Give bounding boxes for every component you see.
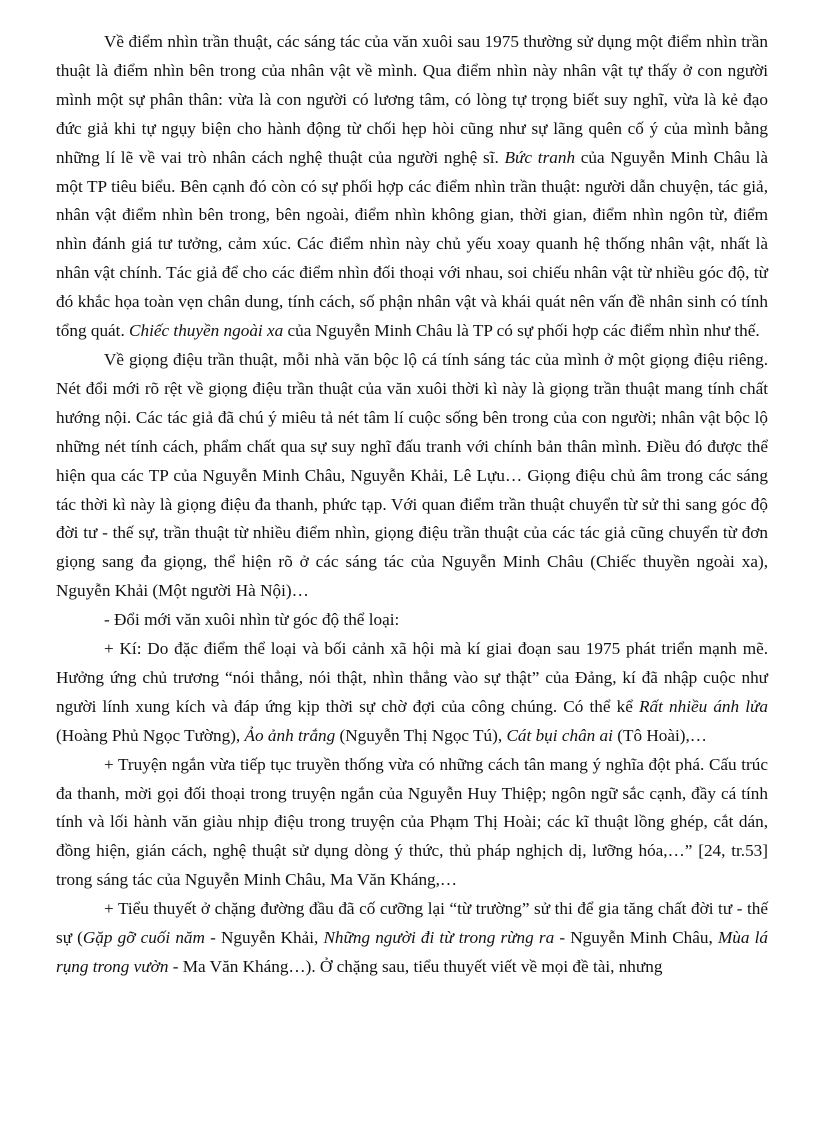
work-title-italic: Những người đi từ trong rừng ra <box>323 928 555 948</box>
paragraph-narrative-viewpoint <box>56 28 768 346</box>
work-title-italic: Bức tranh <box>504 147 576 167</box>
work-title-italic: Mùa lá rụng trong vườn <box>56 928 768 976</box>
paragraph-novel <box>56 895 768 982</box>
document-page <box>56 28 768 982</box>
text-segment: - Ma Văn Kháng…). Ở chặng sau, tiểu thuyết viết về mọi đề tài, nhưng <box>168 957 663 976</box>
work-title-italic: Rất nhiều ánh lửa <box>639 696 769 716</box>
paragraph-genre-heading: - Đổi mới văn xuôi nhìn từ góc độ thể loại: <box>104 610 400 630</box>
text-segment: của Nguyễn Minh Châu là một TP tiêu biểu. Bên cạnh đó còn có sự phối hợp các điểm nhìn trần thuật: người dẫn chuyện, tác giả, nhân vật điểm nhìn bên trong, bên ngoài, điểm nhìn không gian, thời gian, điểm nhìn ngôn từ, điểm nhìn đánh giá tư tưởng, cảm xúc. Các điểm nhìn này chủ yếu xoay quanh hệ thống nhân vật, nhất là nhân vật chính. Tác giả để cho các điểm nhìn đối thoại với nhau, soi chiếu nhân vật từ nhiều góc độ, từ đó khắc họa toàn vẹn chân dung, tính cách, số phận nhân vật và khái quát nên vấn đề nhân sinh có tính tổng quát. <box>56 147 769 341</box>
text-segment: (Hoàng Phủ Ngọc Tường), <box>56 725 245 745</box>
text-segment: của Nguyễn Minh Châu là TP có sự phối hợp các điểm nhìn như thế. <box>283 321 760 341</box>
work-title-italic: Cát bụi chân ai <box>506 725 613 745</box>
paragraph-narrative-voice: Về giọng điệu trần thuật, mỗi nhà văn bộc lộ cá tính sáng tác của mình ở một giọng điệu riêng. Nét đổi mới rõ rệt về giọng điệu trần thuật của văn xuôi thời kì này là giọng trần thuật mang tính chất hướng nội. Các tác giả đã chú ý miêu tả nét tâm lí cuộc sống bên trong của con người; nhân vật bộc lộ những nét tính cách, phẩm chất qua sự suy nghĩ đấu tranh với chính bản thân mình. Điều đó được thể hiện qua các TP của Nguyễn Minh Châu, Nguyễn Khải, Lê Lựu… Giọng điệu chủ âm trong các sáng tác thời kì này là giọng điệu đa thanh, phức tạp. Với quan điểm trần thuật chuyển từ sử thi sang góc độ đời tư - thế sự, trần thuật từ nhiều điểm nhìn, giọng điệu trần thuật của các tác giả cũng chuyển từ đơn giọng sang đa giọng, thể hiện rõ ở các sáng tác của Nguyễn Minh Châu (Chiếc thuyền ngoài xa), Nguyễn Khải (Một người Hà Nội)… <box>56 349 768 601</box>
text-segment: - Nguyễn Minh Châu, <box>554 928 718 948</box>
work-title-italic: Chiếc thuyền ngoài xa <box>129 321 284 341</box>
text-segment: + Kí: Do đặc điểm thể loại và bối cảnh xã hội mà kí giai đoạn sau 1975 phát triển mạnh mẽ. Hưởng ứng chủ trương “nói thẳng, nói thật, nhìn thẳng vào sự thật” của Đảng, kí đã nhập cuộc như người lính xung kích và đáp ứng kịp thời sự chờ đợi của công chúng. Có thể kể <box>56 639 768 716</box>
text-segment: (Tô Hoài),… <box>612 725 707 745</box>
work-title-italic: Gặp gỡ cuối năm <box>82 928 205 948</box>
work-title-italic: Ảo ảnh trắng <box>244 725 336 745</box>
paragraph-ki-genre <box>56 635 768 751</box>
paragraph-short-story: + Truyện ngắn vừa tiếp tục truyền thống vừa có những cách tân mang ý nghĩa đột phá. Cấu trúc đa thanh, mời gọi đối thoại trong truyện ngắn của Nguyễn Huy Thiệp; ngôn ngữ sắc cạnh, đầy cá tính tính và lối hành văn giàu nhịp điệu trong truyện của Phạm Thị Hoài; các kĩ thuật lồng ghép, cắt dán, đồng hiện, gián cách, nghệ thuật sử dụng dòng ý thức, thủ pháp nghịch dị, lưỡng hóa,…” [24, tr.53] trong sáng tác của Nguyễn Minh Châu, Ma Văn Kháng,… <box>56 754 768 890</box>
text-segment: (Nguyễn Thị Ngọc Tú), <box>335 725 507 745</box>
text-segment: + Tiểu thuyết ở chặng đường đầu đã cố cưỡng lại “từ trường” sử thi để gia tăng chất đời tư - thế sự ( <box>56 899 768 948</box>
text-segment: Về điểm nhìn trần thuật, các sáng tác của văn xuôi sau 1975 thường sử dụng một điểm nhìn trần thuật là điểm nhìn bên trong của nhân vật về mình. Qua điểm nhìn này nhân vật tự thấy ở con người mình một sự phân thân: vừa là con người có lương tâm, có lòng tự trọng biết suy nghĩ, vừa là kẻ đạo đức giả khi tự ngụy biện cho hành động từ chối hẹp hòi cũng như sự lãng quên cố ý của mình bằng những lí lẽ về vai trò nhân cách nghệ thuật của người nghệ sĩ. <box>56 32 768 167</box>
text-segment: - Nguyễn Khải, <box>204 928 324 948</box>
